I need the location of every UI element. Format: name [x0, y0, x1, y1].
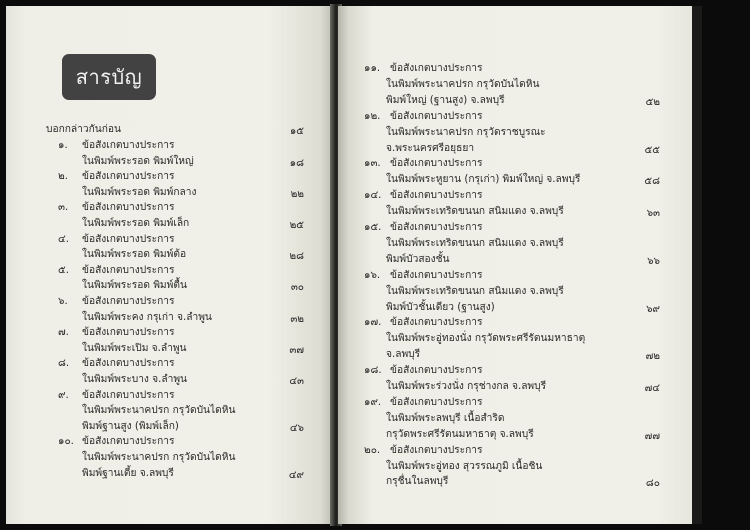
toc-entry-page: ๓๐ — [290, 282, 304, 294]
toc-entry-number: ๒๐. — [364, 444, 381, 456]
toc-entry-page: ๕๘ — [644, 176, 660, 188]
intro-entry-page: ๑๕ — [289, 126, 304, 137]
toc-entry-line2: ในพิมพ์พระเทริดขนนก สนิมแดง จ.ลพบุรี — [386, 237, 564, 249]
toc-entry-line2: ในพิมพ์พระหูยาน (กรุเก่า) พิมพ์ใหญ่ จ.ลพบุรี — [386, 174, 581, 186]
toc-entry-number: ๑๕. — [364, 222, 382, 233]
toc-entry-line2: ในพิมพ์พระเทริดขนนก สนิมแดง จ.ลพบุรี — [386, 206, 564, 218]
book-cover-edge — [692, 6, 702, 524]
toc-entry-number: ๒. — [58, 171, 68, 183]
toc-entry-page: ๓๒ — [290, 313, 304, 325]
toc-entry-line1: ข้อสังเกตบางประการ — [390, 158, 483, 170]
toc-entry-line1: ข้อสังเกตบางประการ — [390, 63, 483, 74]
toc-entry-number: ๙. — [58, 389, 69, 401]
toc-entry-line2: ในพิมพ์พระนาคปรก กรุวัดบันไดหิน — [82, 452, 236, 463]
toc-entry-page: ๔๖ — [289, 422, 304, 434]
toc-entry-page: ๒๘ — [289, 251, 304, 263]
toc-entry-line1: ข้อสังเกตบางประการ — [82, 327, 175, 339]
toc-entry-number: ๓. — [58, 202, 69, 214]
toc-entry-line1: ข้อสังเกตบางประการ — [82, 358, 175, 370]
toc-entry-line1: ข้อสังเกตบางประการ — [390, 365, 483, 377]
toc-entry-number: ๑๓. — [364, 158, 381, 170]
toc-entry-number: ๑๘. — [364, 365, 382, 377]
toc-entry-line2: ในพิมพ์พระนาคปรก กรุวัดบันไดหิน — [386, 78, 540, 90]
toc-entry-page: ๘๐ — [645, 478, 660, 490]
toc-entry-page: ๔๓ — [289, 376, 304, 387]
toc-entry-page: ๗๔ — [644, 383, 660, 394]
toc-entry-line2: ในพิมพ์พระรอด พิมพ์ใหญ่ — [82, 155, 194, 167]
toc-entry-page: ๖๓ — [646, 208, 660, 220]
toc-entry-line1: ข้อสังเกตบางประการ — [82, 140, 175, 151]
toc-entry-line2: ในพิมพ์พระร่วงนั่ง กรุช่างกล จ.ลพบุรี — [386, 381, 547, 392]
toc-entry-line1: ข้อสังเกตบางประการ — [82, 264, 175, 276]
toc-entry-line1: ข้อสังเกตบางประการ — [82, 389, 175, 401]
toc-entry-page: ๑๘ — [289, 157, 304, 169]
toc-entry-number: ๑๒. — [364, 110, 381, 122]
toc-entry-number: ๖. — [58, 296, 68, 307]
toc-entry-line3: กรุวัดพระศรีรัตนมหาธาตุ จ.ลพบุรี — [386, 428, 534, 440]
toc-entry-number: ๑. — [58, 140, 68, 151]
toc-entry-page: ๒๕ — [289, 220, 304, 231]
toc-entry-line2: ในพิมพ์พระรอด พิมพ์ต้อ — [82, 249, 187, 261]
toc-entry-line3: กรุชื่นในลพบุรี — [386, 476, 449, 488]
toc-entry-line2: ในพิมพ์พระรอด พิมพ์ตื้น — [82, 280, 187, 292]
toc-entry-page: ๖๙ — [646, 303, 660, 315]
toc-entry-page: ๗๗ — [644, 430, 660, 442]
toc-entry-line1: ข้อสังเกตบางประการ — [82, 171, 175, 183]
toc-entry-line3: จ.พระนครศรีอยุธยา — [386, 142, 475, 154]
toc-entry-page: ๕๒ — [645, 96, 660, 108]
toc-entry-number: ๑๗. — [364, 317, 382, 329]
toc-entry-line2: ในพิมพ์พระรอด พิมพ์เล็ก — [82, 218, 190, 229]
toc-entry-number: ๑๑. — [364, 63, 381, 74]
toc-entry-number: ๗. — [58, 327, 69, 339]
toc-entry-line1: ข้อสังเกตบางประการ — [390, 110, 483, 122]
toc-entry-line2: ในพิมพ์พระนาคปรก กรุวัดบันไดหิน — [82, 405, 236, 417]
toc-entry-line3: พิมพ์บัวสองชั้น — [386, 253, 450, 265]
toc-entry-line1: ข้อสังเกตบางประการ — [390, 317, 483, 329]
toc-entry-line3: จ.ลพบุรี — [386, 349, 421, 361]
toc-entry-line1: ข้อสังเกตบางประการ — [390, 222, 483, 233]
toc-entry-page: ๕๕ — [644, 144, 660, 156]
intro-entry-label: บอกกล่าวกันก่อน — [46, 124, 121, 135]
toc-entry-line3: พิมพ์ฐานสูง (พิมพ์เล็ก) — [82, 420, 179, 432]
toc-entry-number: ๑๖. — [364, 269, 381, 281]
right-page — [338, 6, 692, 524]
toc-entry-line2: ในพิมพ์พระนาคปรก กรุวัดราชบูรณะ — [386, 126, 546, 138]
toc-entry-line2: ในพิมพ์พระลพบุรี เนื้อสำริด — [386, 412, 505, 424]
toc-entry-number: ๕. — [58, 264, 69, 276]
toc-entry-line1: ข้อสังเกตบางประการ — [82, 296, 175, 307]
left-page — [6, 6, 334, 524]
toc-entry-line2: ในพิมพ์พระเทริดขนนก สนิมแดง จ.ลพบุรี — [386, 285, 564, 297]
toc-entry-page: ๒๒ — [290, 188, 304, 200]
toc-entry-line3: พิมพ์บัวชั้นเดียว (ฐานสูง) — [386, 301, 495, 313]
toc-entry-line1: ข้อสังเกตบางประการ — [390, 444, 483, 456]
toc-entry-page: ๗๒ — [645, 351, 660, 363]
toc-entry-page: ๔๙ — [288, 469, 304, 481]
toc-entry-line2: ในพิมพ์พระอู่ทอง สุวรรณภูมิ เนื้อชิน — [386, 460, 543, 472]
toc-entry-line2: ในพิมพ์พระบาง จ.ลำพูน — [82, 374, 187, 385]
toc-entry-line2: ในพิมพ์พระรอด พิมพ์กลาง — [82, 186, 197, 198]
toc-entry-line1: ข้อสังเกตบางประการ — [390, 269, 483, 281]
toc-entry-line1: ข้อสังเกตบางประการ — [82, 202, 175, 214]
toc-entry-page: ๖๖ — [647, 255, 660, 267]
toc-entry-line2: ในพิมพ์พระเปิม จ.ลำพูน — [82, 342, 187, 354]
toc-entry-number: ๔. — [58, 233, 69, 245]
toc-entry-line3: พิมพ์ฐานเตี้ย จ.ลพบุรี — [82, 467, 174, 479]
toc-entry-line1: ข้อสังเกตบางประการ — [390, 190, 483, 202]
toc-entry-number: ๘. — [58, 358, 70, 370]
toc-entry-line1: ข้อสังเกตบางประการ — [82, 233, 175, 245]
toc-entry-number: ๑๔. — [364, 190, 382, 202]
toc-title: สารบัญ — [75, 65, 143, 89]
toc-entry-line3: พิมพ์ใหญ่ (ฐานสูง) จ.ลพบุรี — [386, 94, 505, 106]
toc-entry-number: ๑๙. — [364, 396, 382, 408]
toc-entry-number: ๑๐. — [58, 436, 74, 448]
toc-entry-line2: ในพิมพ์พระคง กรุเก่า จ.ลำพูน — [82, 311, 212, 323]
toc-entry-line1: ข้อสังเกตบางประการ — [390, 396, 483, 408]
toc-entry-line2: ในพิมพ์พระอู่ทองนั่ง กรุวัดพระศรีรัตนมหาธาตุ — [386, 333, 586, 345]
toc-title-box — [62, 54, 156, 100]
toc-entry-page: ๓๗ — [289, 344, 304, 356]
toc-entry-line1: ข้อสังเกตบางประการ — [82, 436, 175, 448]
